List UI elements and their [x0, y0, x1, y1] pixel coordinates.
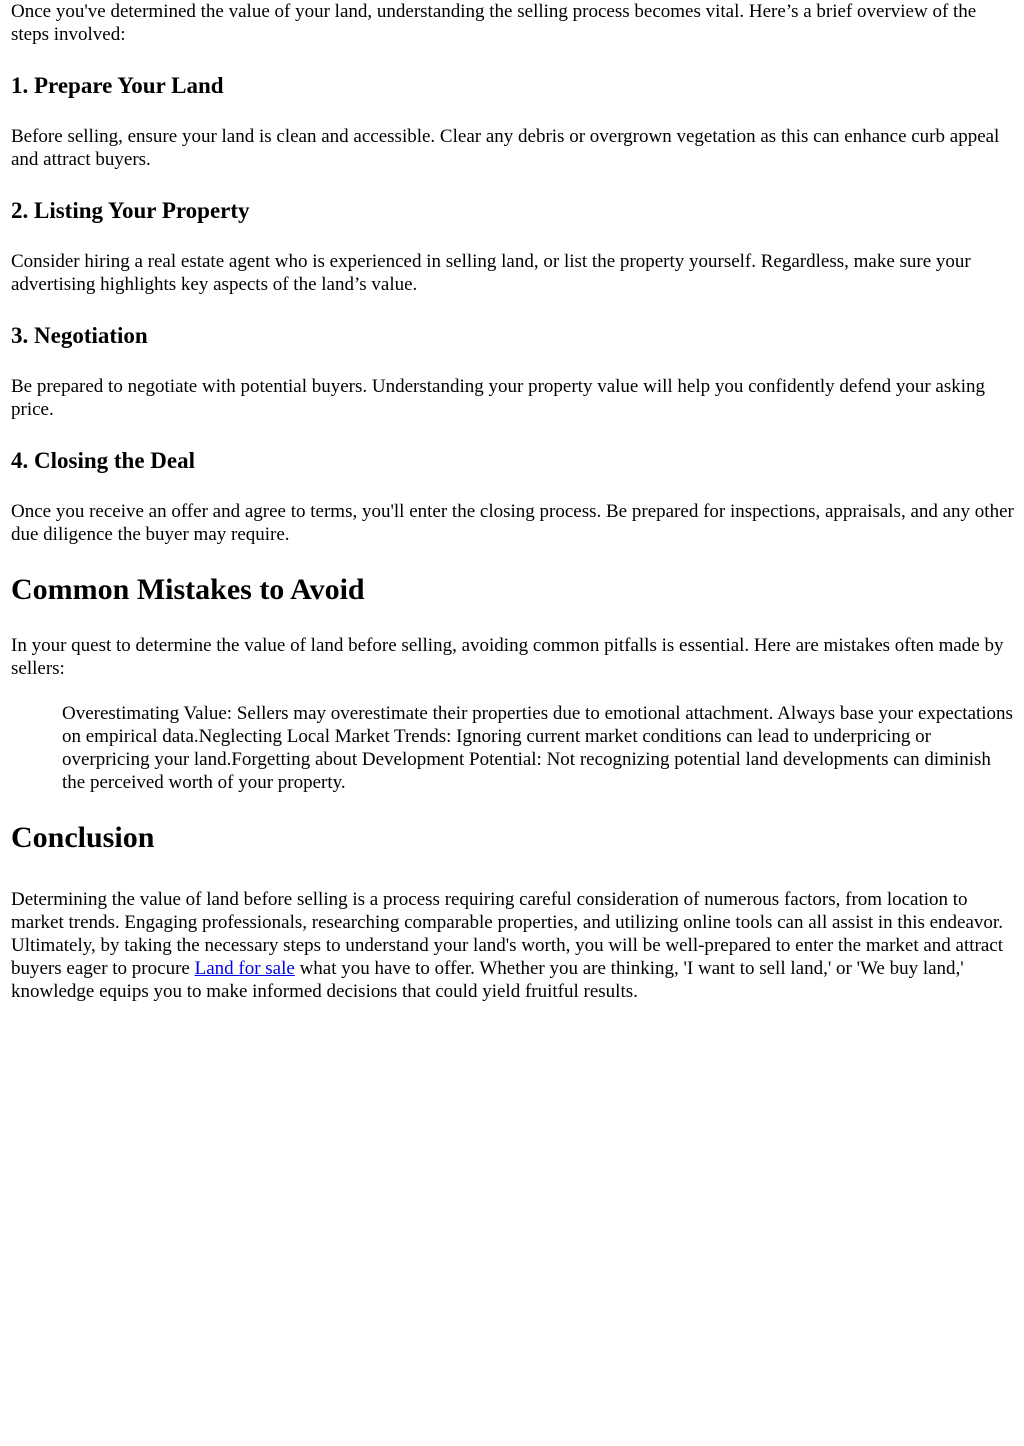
mistakes-heading: Common Mistakes to Avoid: [11, 573, 365, 606]
conclusion-paragraph: [11, 888, 1014, 1003]
land-for-sale-link[interactable]: Land for sale: [194, 958, 295, 979]
step-heading-negotiation: 3. Negotiation: [11, 323, 148, 348]
step-heading-closing: 4. Closing the Deal: [11, 448, 195, 473]
step-text-listing: Consider hiring a real estate agent who is experienced in selling land, or list the property yourself. Regardless, make sure your advertising highlights key aspects of the land’s value.: [11, 251, 971, 295]
mistakes-intro: In your quest to determine the value of land before selling, avoiding common pitfalls is essential. Here are mistakes often made by sellers:: [11, 635, 1004, 679]
step-text-prepare: Before selling, ensure your land is clean and accessible. Clear any debris or overgrown vegetation as this can enhance curb appeal and attract buyers.: [11, 126, 1000, 170]
mistakes-list: Overestimating Value: Sellers may overestimate their properties due to emotional attachment. Always base your expectations on empirical data.Neglecting Local Market Trends: Ignoring current market conditions can lead to underpricing or overpricing your land.Forgetting about Development Potential: Not recognizing potential land developments can diminish the perceived worth of your property.: [62, 703, 1013, 793]
conclusion-heading: Conclusion: [11, 821, 155, 854]
intro-paragraph: Once you've determined the value of your land, understanding the selling process becomes vital. Here’s a brief overview of the steps involved:: [11, 1, 977, 45]
conclusion-text-after-link: what you have to offer. Whether you are thinking, 'I want to sell land,' or 'We buy land,' knowledge equips you to make informed decisions that could yield fruitful results.: [11, 958, 964, 1002]
step-text-closing: Once you receive an offer and agree to terms, you'll enter the closing process. Be prepared for inspections, appraisals, and any other due diligence the buyer may require.: [11, 501, 1014, 545]
conclusion-text-before-link: Determining the value of land before selling is a process requiring careful consideration of numerous factors, from location to market trends. Engaging professionals, researching comparable properties, and utilizing online tools can all assist in this endeavor. Ultimately, by taking the necessary steps to understand your land's worth, you will be well-prepared to enter the market and attract buyers eager to procure: [11, 889, 1003, 979]
step-heading-prepare: 1. Prepare Your Land: [11, 73, 224, 98]
step-heading-listing: 2. Listing Your Property: [11, 198, 250, 223]
step-text-negotiation: Be prepared to negotiate with potential buyers. Understanding your property value will help you confidently defend your asking price.: [11, 376, 986, 420]
